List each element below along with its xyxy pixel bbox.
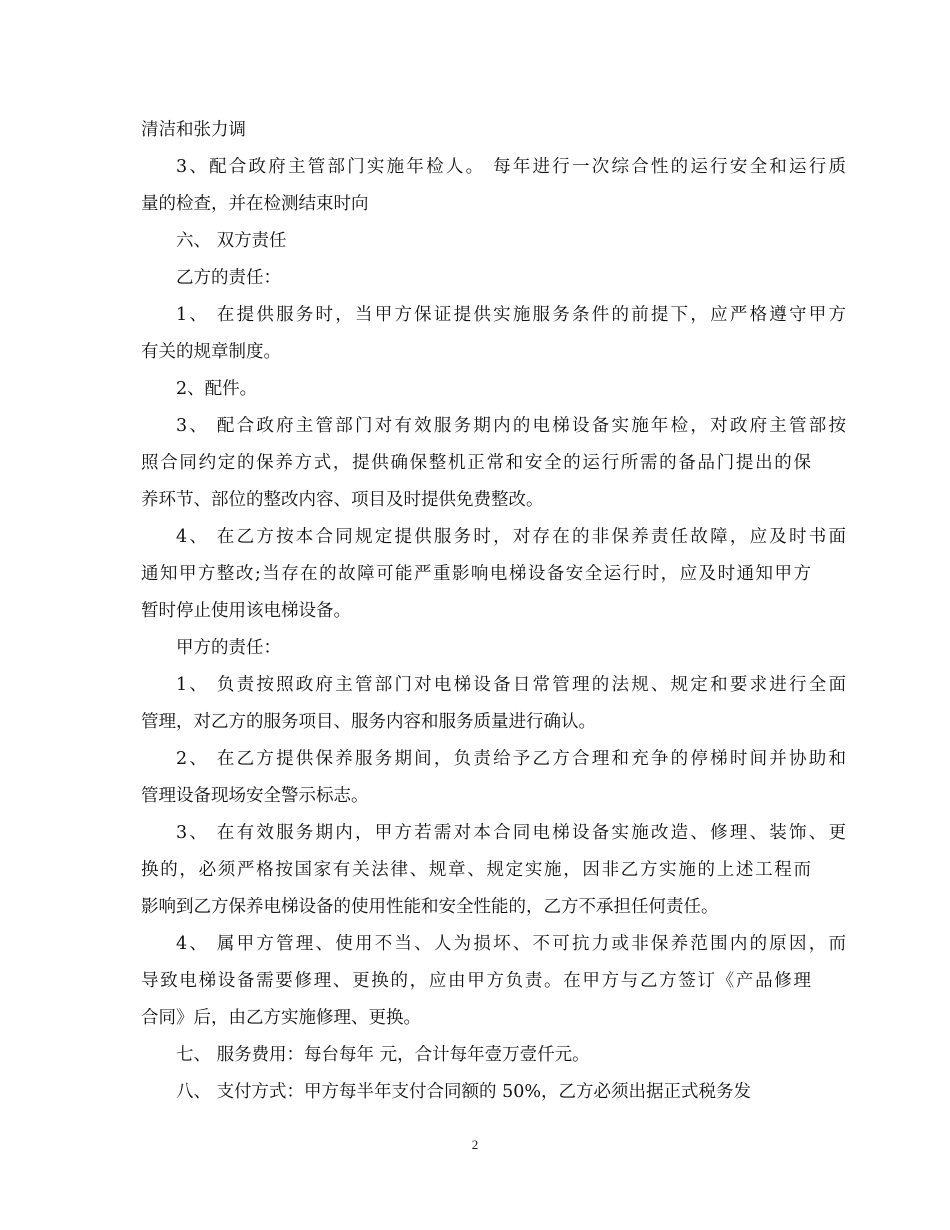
text-line: 量的检查，并在检测结束时向 (141, 194, 369, 214)
text-line: 换的，必须严格按国家有关法律、规章、规定实施，因非乙方实施的上述工程而 (141, 860, 811, 880)
section-heading: 六、 双方责任 (176, 231, 287, 251)
text-line: 影响到乙方保养电梯设备的使用性能和安全性能的，乙方不承担任何责任。 (141, 897, 719, 917)
text-line: 导致电梯设备需要修理、更换的，应由甲方负责。在甲方与乙方签订《产品修理 (141, 971, 811, 991)
text-line: 有关的规章制度。 (141, 342, 281, 362)
text-line: 4、 在乙方按本合同规定提供服务时，对存在的非保养责任故障，应及时书面 (176, 527, 846, 547)
section-heading: 八、 支付方式：甲方每半年支付合同额的 50%，乙方必须出据正式税务发 (176, 1082, 752, 1102)
text-line: 照合同约定的保养方式，提供确保整机正常和安全的运行所需的备品门提出的保 (141, 453, 811, 473)
text-line: 2、配件。 (176, 379, 258, 399)
page-number: 2 (471, 1137, 479, 1152)
text-line: 管理设备现场安全警示标志。 (141, 786, 369, 806)
text-line: 4、 属甲方管理、使用不当、人为损坏、不可抗力或非保养范围内的原因，而 (176, 934, 846, 954)
text-line: 3、配合政府主管部门实施年检人。 每年进行一次综合性的运行安全和运行质 (176, 157, 846, 177)
text-line: 清洁和张力调 (141, 120, 246, 140)
text-line: 养环节、部位的整改内容、项目及时提供免费整改。 (141, 490, 544, 510)
text-line: 1、 在提供服务时，当甲方保证提供实施服务条件的前提下，应严格遵守甲方 (176, 305, 846, 325)
text-line: 通知甲方整改;当存在的故障可能严重影响电梯设备安全运行时，应及时通知甲方 (141, 564, 811, 584)
text-line: 1、 负责按照政府主管部门对电梯设备日常管理的法规、规定和要求进行全面 (176, 675, 846, 695)
subsection-heading: 甲方的责任： (176, 638, 281, 658)
text-line: 合同》后，由乙方实施修理、更换。 (141, 1008, 421, 1028)
section-heading: 七、 服务费用：每台每年 元，合计每年壹万壹仟元。 (176, 1045, 590, 1065)
text-line: 3、 配合政府主管部门对有效服务期内的电梯设备实施年检，对政府主管部按 (176, 416, 846, 436)
text-line: 2、 在乙方提供保养服务期间，负责给予乙方合理和充争的停梯时间并协助和 (176, 749, 846, 769)
subsection-heading: 乙方的责任： (176, 268, 281, 288)
text-line: 3、 在有效服务期内，甲方若需对本合同电梯设备实施改造、修理、装饰、更 (176, 823, 846, 843)
text-line: 暂时停止使用该电梯设备。 (141, 601, 351, 621)
text-line: 管理，对乙方的服务项目、服务内容和服务质量进行确认。 (141, 712, 596, 732)
